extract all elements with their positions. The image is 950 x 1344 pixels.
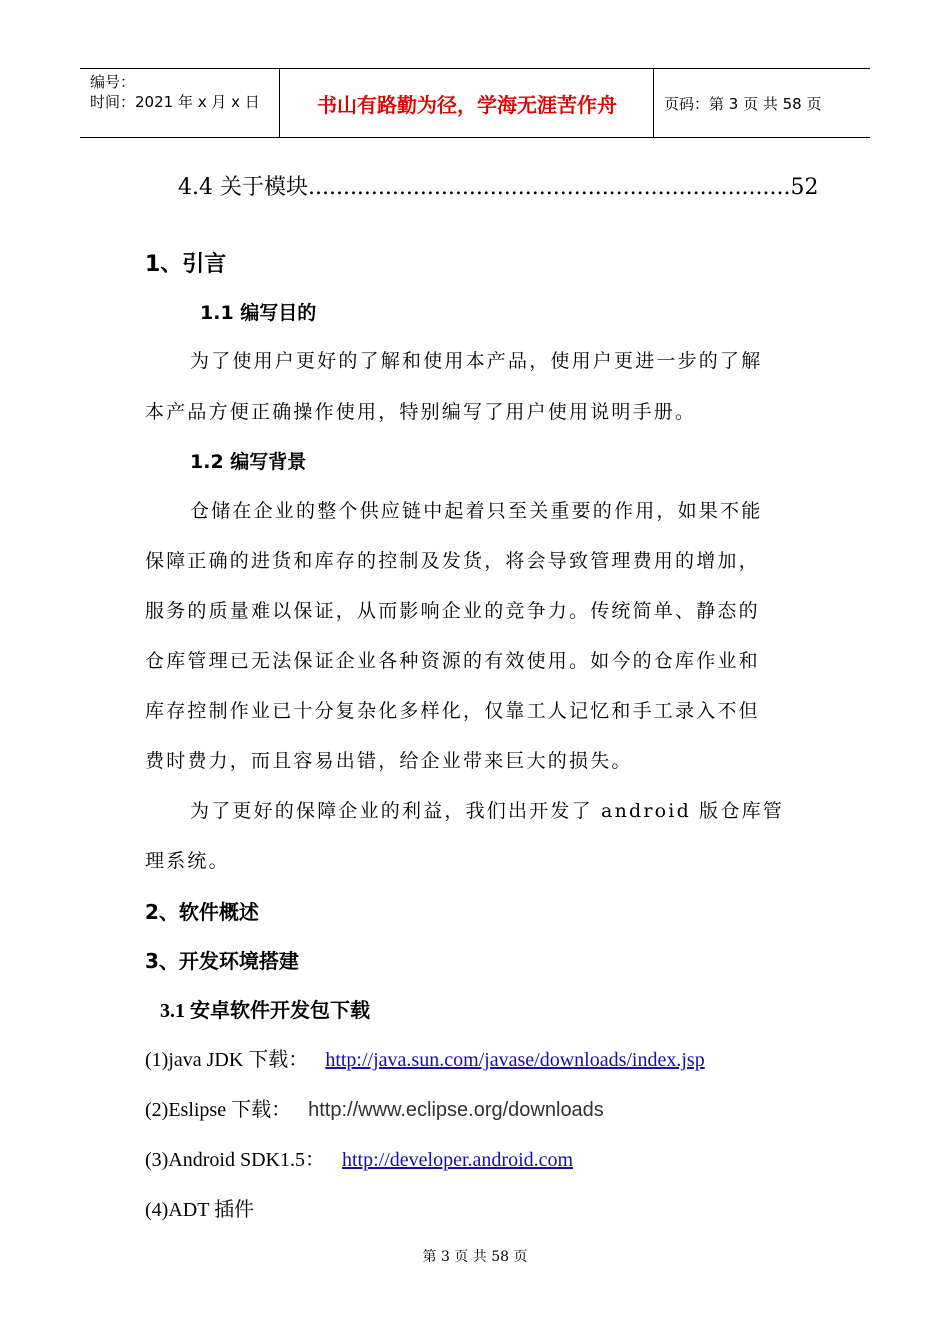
toc-entry xyxy=(178,170,819,201)
paragraph-line: 为了更好的保障企业的利益，我们出开发了 android 版仓库管 xyxy=(190,800,784,822)
section-3-title: 3、开发环境搭建 xyxy=(145,949,299,973)
download-adt: (4)ADT 插件 xyxy=(145,1199,255,1221)
paragraph-line: 保障正确的进货和库存的控制及发货，将会导致管理费用的增加， xyxy=(145,550,760,572)
sdk-link[interactable]: http://developer.android.com xyxy=(342,1149,574,1171)
section-1-1-title: 1.1 编写目的 xyxy=(200,302,317,324)
paragraph-line: 服务的质量难以保证，从而影响企业的竞争力。传统简单、静态的 xyxy=(145,600,760,622)
paragraph-line: 为了使用户更好的了解和使用本产品，使用户更进一步的了解 xyxy=(190,350,763,372)
section-3-1-title: 3.1 安卓软件开发包下载 xyxy=(160,1000,370,1022)
header-meta xyxy=(80,69,280,137)
paragraph-line: 库存控制作业已十分复杂化多样化，仅靠工人记忆和手工录入不但 xyxy=(145,700,760,722)
download-eclipse-label: (2)Eslipse 下载： xyxy=(145,1099,292,1121)
toc-entry-text: 4.4 关于模块..................................................................... xyxy=(178,175,791,200)
download-sdk-label: (3)Android SDK1.5： xyxy=(145,1149,325,1171)
toc-entry-page: 52 xyxy=(790,175,819,200)
download-eclipse xyxy=(145,1093,604,1122)
download-jdk-label: (1)java JDK 下载： xyxy=(145,1049,309,1071)
page-footer: 第 3 页 共 58 页 xyxy=(422,1249,528,1265)
section-1-2-title: 1.2 编写背景 xyxy=(190,451,307,473)
download-jdk xyxy=(145,1043,705,1072)
section-2-title: 2、软件概述 xyxy=(145,900,259,924)
header-motto: 书山有路勤为径，学海无涯苦作舟 xyxy=(281,69,654,137)
paragraph-line: 本产品方便正确操作使用，特别编写了用户使用说明手册。 xyxy=(145,401,697,423)
section-1-title: 1、引言 xyxy=(145,252,227,277)
paragraph-line: 理系统。 xyxy=(145,850,230,872)
eclipse-url: http://www.eclipse.org/downloads xyxy=(308,1099,604,1121)
jdk-link[interactable]: http://java.sun.com/javase/downloads/index.jsp xyxy=(325,1049,705,1071)
download-sdk xyxy=(145,1143,573,1172)
paragraph-line: 仓储在企业的整个供应链中起着只至关重要的作用，如果不能 xyxy=(190,500,763,522)
paragraph-line: 仓库管理已无法保证企业各种资源的有效使用。如今的仓库作业和 xyxy=(145,650,760,672)
page-header xyxy=(80,68,870,138)
date-label: 时间：2021 年 x 月 x 日 xyxy=(90,93,260,111)
doc-number-label: 编号： xyxy=(90,73,136,91)
header-page-info: 页码：第 3 页 共 58 页 xyxy=(664,94,822,113)
paragraph-line: 费时费力，而且容易出错，给企业带来巨大的损失。 xyxy=(145,750,633,772)
